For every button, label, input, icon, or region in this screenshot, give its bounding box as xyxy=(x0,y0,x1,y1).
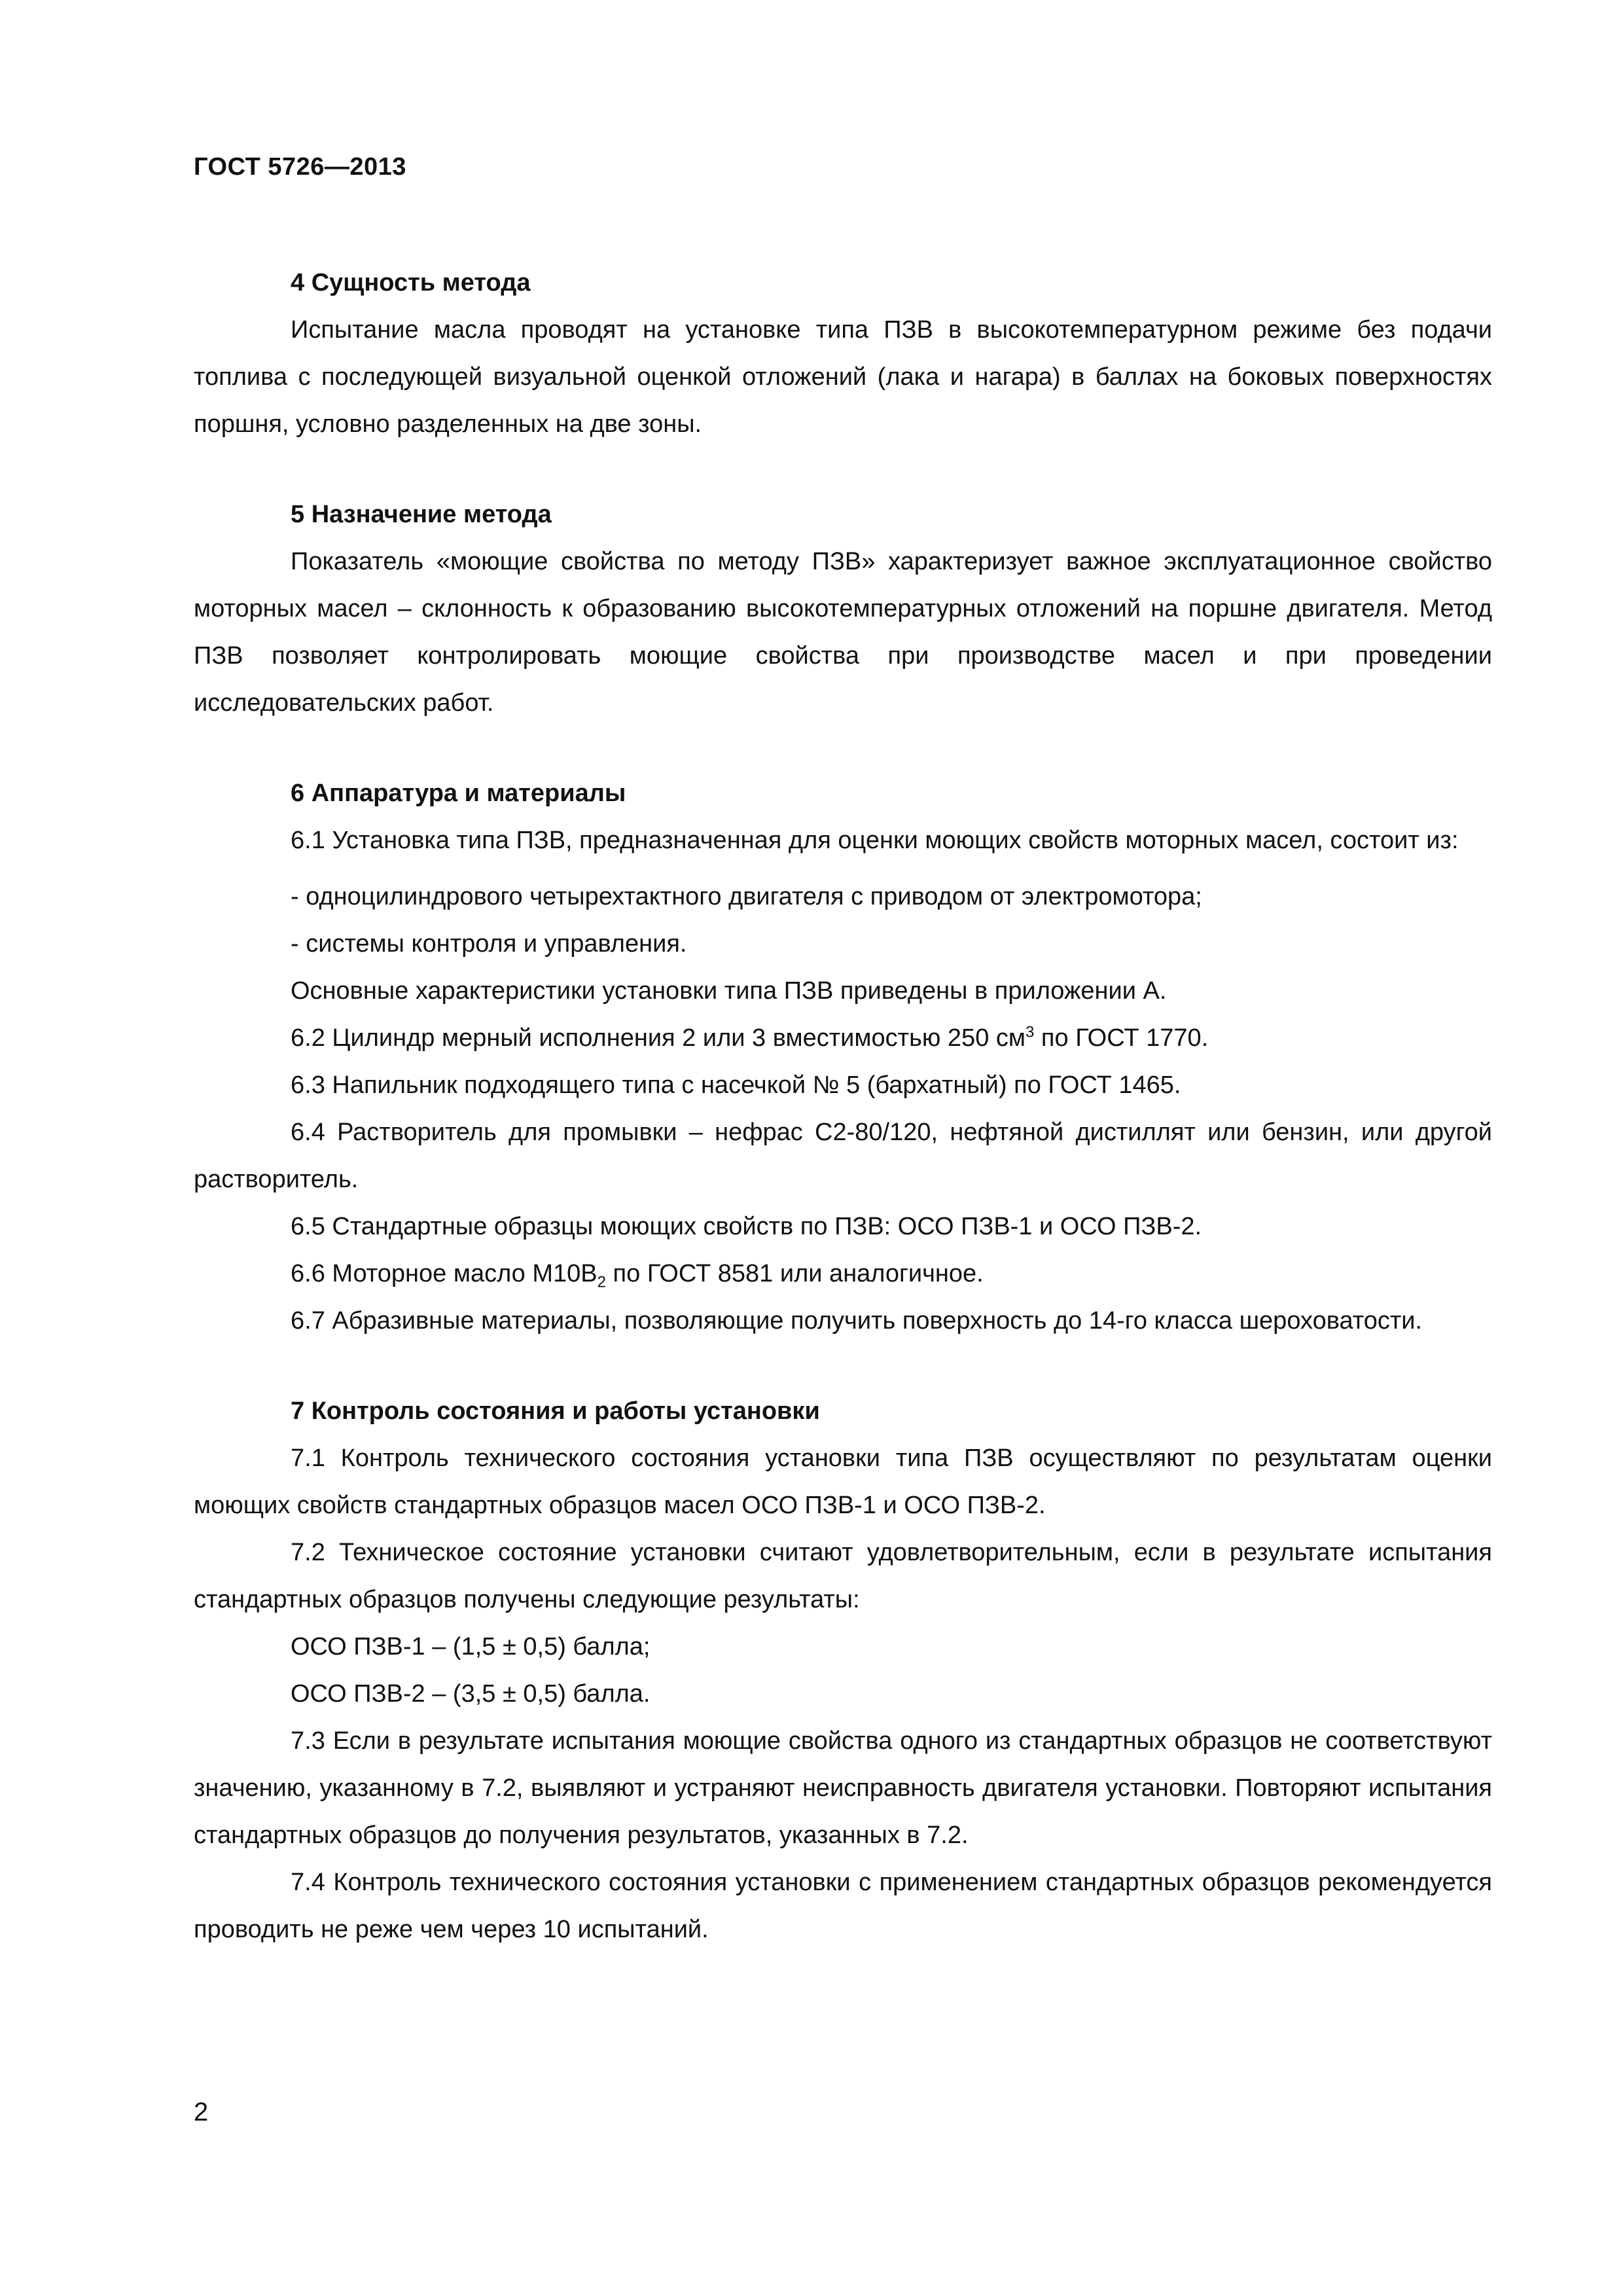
section-4-paragraph: Испытание масла проводят на установке типа ПЗВ в высокотемпературном режиме без подачи топлива с последующей визуальной оценкой отложений (лака и нагара) в баллах на боковых поверхностях поршня, условно разделенных на две зоны. xyxy=(194,316,1492,438)
document-header: ГОСТ 5726—2013 xyxy=(194,153,406,181)
clause-7-3: 7.3 Если в результате испытания моющие свойства одного из стандартных образцов не соответствуют значению, указанному в 7.2, выявляют и устраняют неисправность двигателя установки. Повторяют испытания стандартных образцов до получения результатов, указанных в 7.2. xyxy=(194,1727,1492,1849)
list-item: - системы контроля и управления. xyxy=(291,930,687,958)
document-body xyxy=(194,259,1492,1953)
section-7-title: 7 Контроль состояния и работы установки xyxy=(291,1397,820,1425)
section-4-title: 4 Сущность метода xyxy=(291,269,531,296)
section-4 xyxy=(194,259,1492,448)
clause-6-2: 6.2 Цилиндр мерный исполнения 2 или 3 вместимостью 250 $см^3$ по ГОСТ 1770. xyxy=(291,1023,1209,1052)
section-5-paragraph: Показатель «моющие свойства по методу ПЗВ» характеризует важное эксплуатационное свойство моторных масел – склонность к образованию высокотемпературных отложений на поршне двигателя. Метод ПЗВ позволяет контролировать моющие свойства при производстве масел и при проведении исследовательских работ. xyxy=(194,548,1492,717)
clause-6-1: 6.1 Установка типа ПЗВ, предназначенная для оценки моющих свойств моторных масел, состоит из: xyxy=(291,827,1459,854)
section-6 xyxy=(194,770,1492,1344)
section-7 xyxy=(194,1388,1492,1953)
clause-6-4: 6.4 Растворитель для промывки – нефрас С2-80/120, нефтяной дистиллят или бензин, или другой растворитель. xyxy=(194,1119,1492,1193)
section-6-title: 6 Аппаратура и материалы xyxy=(291,780,626,807)
list-item: - одноцилиндрового четырехтактного двигателя с приводом от электромотора; xyxy=(291,883,1202,910)
clause-6-7: 6.7 Абразивные материалы, позволяющие получить поверхность до 14-го класса шероховатости. xyxy=(291,1307,1423,1335)
page-number: 2 xyxy=(194,2098,209,2126)
result-line: ОСО ПЗВ-2 – (3,5 ± 0,5) балла. xyxy=(291,1680,651,1708)
clause-7-2: 7.2 Техническое состояние установки считают удовлетворительным, если в результате испытания стандартных образцов получены следующие результаты: xyxy=(194,1539,1492,1613)
clause-7-4: 7.4 Контроль технического состояния установки с применением стандартных образцов рекомендуется проводить не реже чем через 10 испытаний. xyxy=(194,1869,1492,1943)
result-line: ОСО ПЗВ-1 – (1,5 ± 0,5) балла; xyxy=(291,1633,651,1660)
main-characteristics-note: Основные характеристики установки типа ПЗВ приведены в приложении А. xyxy=(291,977,1167,1005)
clause-6-5: 6.5 Стандартные образцы моющих свойств по ПЗВ: ОСО ПЗВ-1 и ОСО ПЗВ-2. xyxy=(291,1213,1202,1240)
section-5 xyxy=(194,491,1492,726)
component-list xyxy=(194,873,1492,967)
clause-7-1: 7.1 Контроль технического состояния установки типа ПЗВ осуществляют по результатам оценки моющих свойств стандартных образцов масел ОСО ПЗВ-1 и ОСО ПЗВ-2. xyxy=(194,1444,1492,1519)
section-5-title: 5 Назначение метода xyxy=(291,501,552,528)
clause-6-3: 6.3 Напильник подходящего типа с насечкой № 5 (бархатный) по ГОСТ 1465. xyxy=(291,1071,1181,1099)
clause-6-6: 6.6 Моторное масло $М10В_2$ по ГОСТ 8581 или аналогичное. xyxy=(291,1260,984,1291)
